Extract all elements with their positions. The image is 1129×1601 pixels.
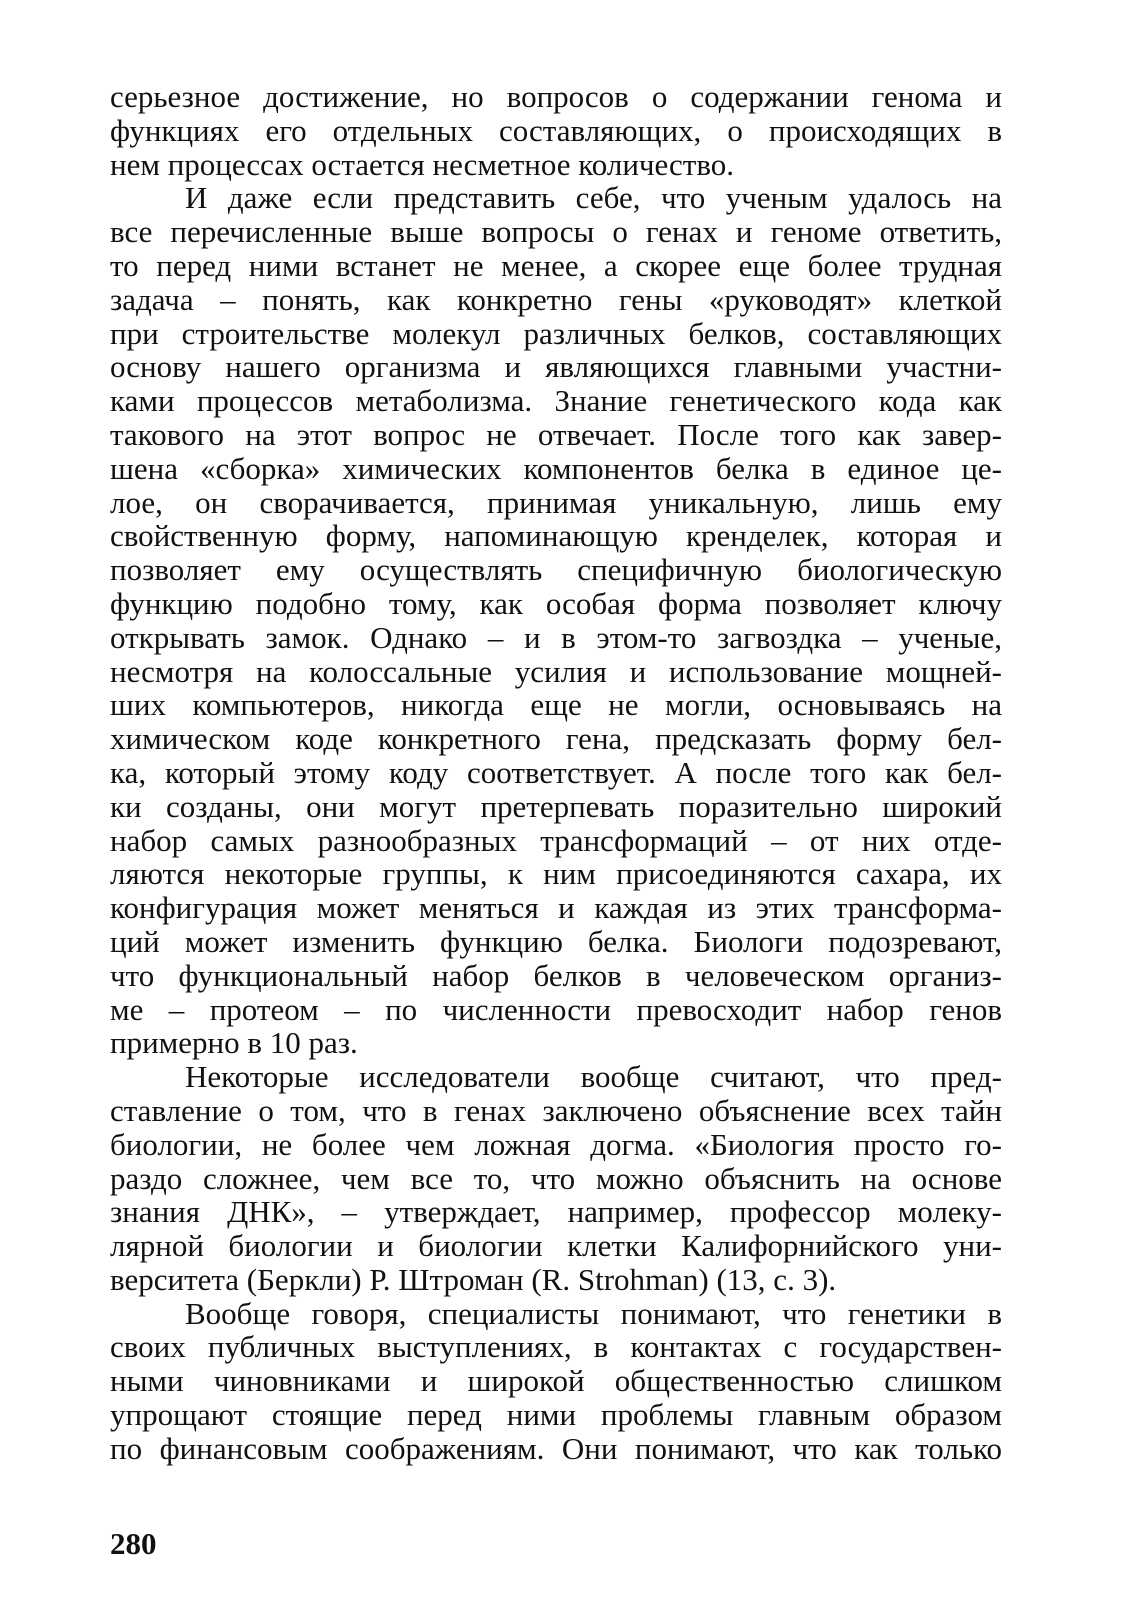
text-line: ками процессов метаболизма. Знание генетического кода как <box>110 383 1002 419</box>
text-line: И даже если представить себе, что ученым удалось на <box>185 180 1002 216</box>
text-line: упрощают стоящие перед ними проблемы главным образом <box>110 1397 1002 1433</box>
text-line: химическом коде конкретного гена, предсказать форму бел- <box>110 721 1002 757</box>
text-line: открывать замок. Однако – и в этом-то загвоздка – ученые, <box>110 619 1002 655</box>
page-number: 280 <box>110 1526 157 1561</box>
text-line: набор самых разнообразных трансформаций – от них отде- <box>110 822 1002 858</box>
text-line: функциях его отдельных составляющих, о происходящих в <box>110 112 1002 148</box>
text-line: ций может изменить функцию белка. Биологи подозревают, <box>110 923 1002 959</box>
text-line: лярной биологии и биологии клетки Калифорнийского уни- <box>110 1228 1002 1264</box>
text-line: знания ДНК», – утверждает, например, профессор молеку- <box>110 1194 1002 1230</box>
text-line: раздо сложнее, чем все то, что можно объяснить на основе <box>110 1160 1002 1196</box>
text-line: примерно в 10 раз. <box>110 1025 358 1061</box>
paragraph <box>110 1297 1002 1466</box>
paragraph <box>110 181 1002 1060</box>
text-line: то перед ними встанет не менее, а скорее еще более трудная <box>110 247 1002 283</box>
paragraph <box>110 1060 1002 1297</box>
text-line: Некоторые исследователи вообще считают, что пред- <box>185 1059 1002 1095</box>
text-line: по финансовым соображениям. Они понимают, что как только <box>110 1430 1002 1466</box>
text-line: функцию подобно тому, как особая форма позволяет ключу <box>110 585 1002 621</box>
text-line: что функциональный набор белков в человеческом организ- <box>110 957 1002 993</box>
text-line: биологии, не более чем ложная догма. «Биология просто го- <box>110 1126 1002 1162</box>
text-line: ляются некоторые группы, к ним присоединяются сахара, их <box>110 856 1002 892</box>
text-line: лое, он сворачивается, принимая уникальную, лишь ему <box>110 484 1002 520</box>
text-line: ших компьютеров, никогда еще не могли, основываясь на <box>110 687 1002 723</box>
text-line: конфигурация может меняться и каждая из этих трансформа- <box>110 890 1002 926</box>
text-line: такового на этот вопрос не отвечает. После того как завер- <box>110 416 1002 452</box>
text-line: нем процессах остается несметное количество. <box>110 146 735 182</box>
text-line: основу нашего организма и являющихся главными участни- <box>110 349 1002 385</box>
text-line: при строительстве молекул различных белков, составляющих <box>110 315 1002 351</box>
text-line: Вообще говоря, специалисты понимают, что генетики в <box>185 1295 1002 1331</box>
text-line: несмотря на колоссальные усилия и использование мощней- <box>110 653 1002 689</box>
text-line: ка, который этому коду соответствует. А после того как бел- <box>110 754 1002 790</box>
text-line: свойственную форму, напоминающую кренделек, которая и <box>110 518 1002 554</box>
text-line: верситета (Беркли) Р. Штроман (R. Strohman) (13, с. 3). <box>110 1261 837 1297</box>
text-line: все перечисленные выше вопросы о генах и геноме ответить, <box>110 214 1002 250</box>
text-line: ки созданы, они могут претерпевать поразительно широкий <box>110 788 1002 824</box>
text-line: своих публичных выступлениях, в контактах с государствен- <box>110 1329 1002 1365</box>
text-line: ме – протеом – по численности превосходит набор генов <box>110 991 1002 1027</box>
text-line: ными чиновниками и широкой общественностью слишком <box>110 1363 1002 1399</box>
text-line: серьезное достижение, но вопросов о содержании генома и <box>110 79 1002 114</box>
body-text <box>110 80 1002 1466</box>
paragraph <box>110 80 1002 181</box>
text-line: шена «сборка» химических компонентов белка в единое це- <box>110 450 1002 486</box>
text-line: ставление о том, что в генах заключено объяснение всех тайн <box>110 1092 1002 1128</box>
text-line: позволяет ему осуществлять специфичную биологическую <box>110 552 1002 588</box>
text-line: задача – понять, как конкретно гены «руководят» клеткой <box>110 281 1002 317</box>
